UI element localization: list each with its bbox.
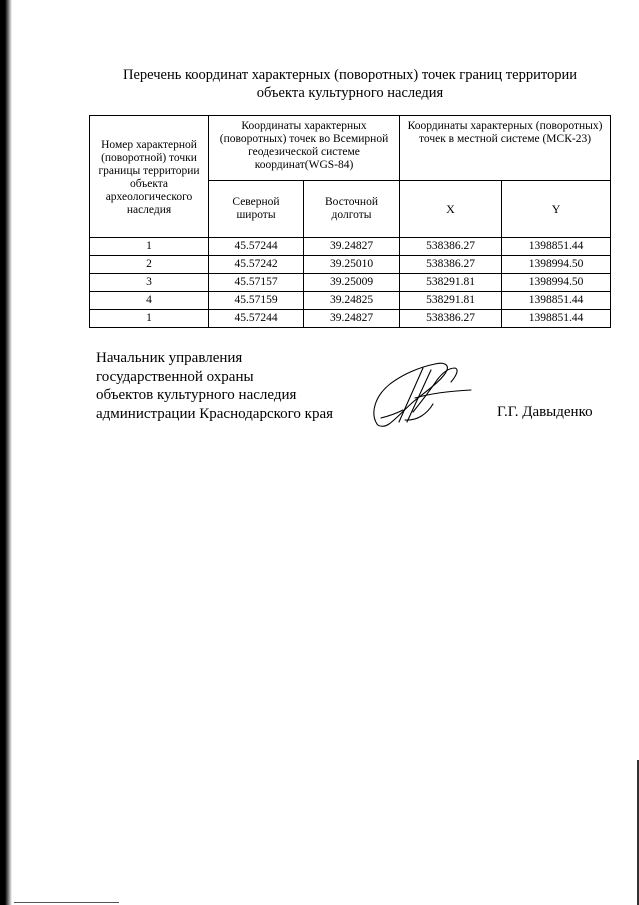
cell-point-number: 4	[90, 292, 209, 310]
signer-position-line: Начальник управления	[96, 350, 243, 366]
handwritten-signature	[365, 358, 475, 430]
table-row	[90, 274, 611, 292]
cell-latitude: 45.57157	[209, 274, 304, 292]
cell-latitude: 45.57242	[209, 256, 304, 274]
cell-latitude: 45.57244	[209, 310, 304, 328]
table-header-row	[90, 116, 611, 181]
header-y: Y	[502, 181, 611, 238]
cell-longitude: 39.24827	[304, 238, 400, 256]
cell-longitude: 39.25010	[304, 256, 400, 274]
coordinates-table	[89, 115, 611, 328]
signer-name: Г.Г. Давыденко	[497, 404, 593, 420]
table-row	[90, 310, 611, 328]
table-row	[90, 292, 611, 310]
cell-x: 538386.27	[400, 310, 502, 328]
cell-longitude: 39.25009	[304, 274, 400, 292]
cell-y: 1398851.44	[502, 238, 611, 256]
scan-bottom-edge	[14, 902, 119, 903]
document-title	[90, 66, 610, 102]
cell-y: 1398851.44	[502, 292, 611, 310]
scan-left-edge	[0, 0, 12, 905]
cell-longitude: 39.24827	[304, 310, 400, 328]
cell-latitude: 45.57244	[209, 238, 304, 256]
cell-point-number: 1	[90, 238, 209, 256]
header-wgs84-group: Координаты характерных (поворотных) точек во Всемирной геодезической системе координат(WGS-84)	[209, 116, 400, 181]
header-point-number: Номер характерной (поворотной) точки границы территории объекта археологического наследия	[90, 116, 209, 238]
signer-position-line: администрации Краснодарского края	[96, 405, 334, 422]
header-longitude: Восточной долготы	[304, 181, 400, 238]
table-row	[90, 238, 611, 256]
cell-y: 1398994.50	[502, 256, 611, 274]
header-latitude: Северной широты	[209, 181, 304, 238]
cell-point-number: 2	[90, 256, 209, 274]
cell-point-number: 1	[90, 310, 209, 328]
table-row	[90, 256, 611, 274]
cell-x: 538386.27	[400, 256, 502, 274]
document-title-line: Перечень координат характерных (поворотных) точек границ территории	[122, 67, 578, 83]
header-x: X	[400, 181, 502, 238]
cell-x: 538386.27	[400, 238, 502, 256]
signer-position	[96, 349, 333, 423]
cell-x: 538291.81	[400, 292, 502, 310]
signer-position-line: объектов культурного наследия	[96, 387, 297, 403]
document-title-line: объекта культурного наследия	[256, 85, 444, 101]
signer-position-line: государственной охраны	[96, 368, 254, 385]
cell-longitude: 39.24825	[304, 292, 400, 310]
cell-x: 538291.81	[400, 274, 502, 292]
cell-point-number: 3	[90, 274, 209, 292]
cell-y: 1398851.44	[502, 310, 611, 328]
cell-latitude: 45.57159	[209, 292, 304, 310]
header-msk23-group: Координаты характерных (поворотных) точек в местной системе (МСК-23)	[400, 116, 611, 181]
cell-y: 1398994.50	[502, 274, 611, 292]
